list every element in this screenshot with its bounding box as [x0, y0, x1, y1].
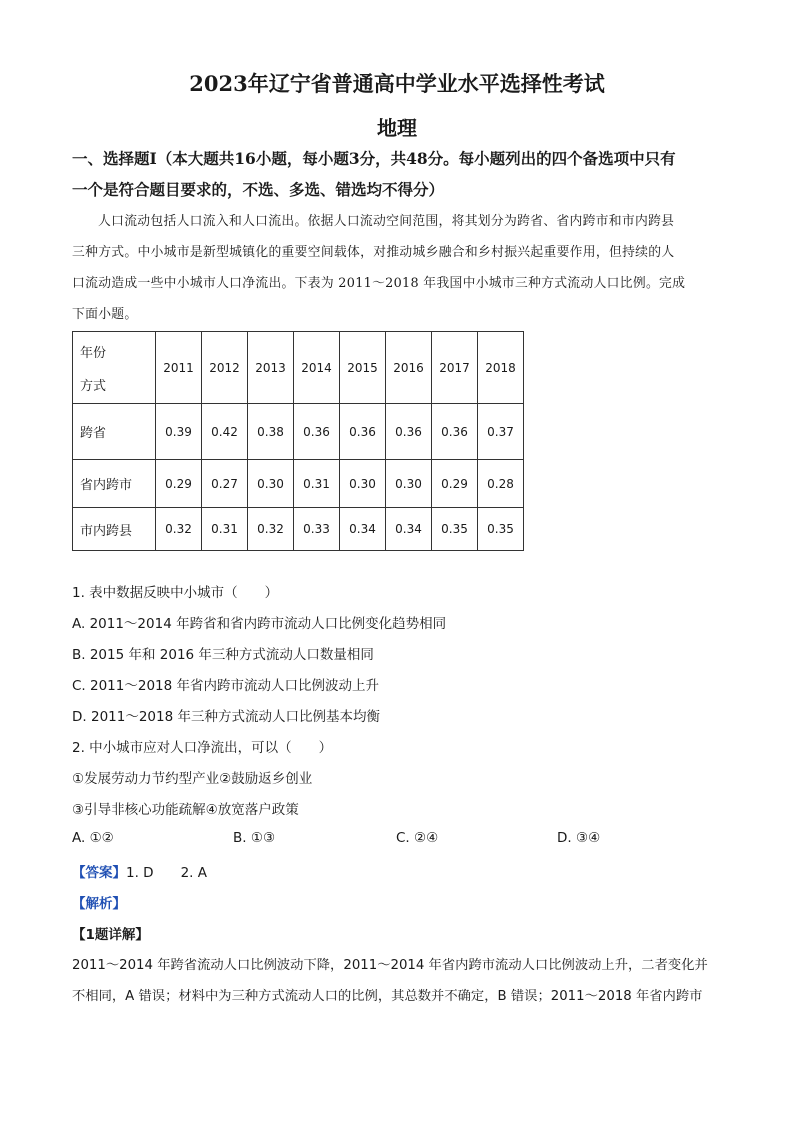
value-cell: 0.35 — [432, 508, 478, 551]
passage-line-1: 人口流动包括人口流入和人口流出。依据人口流动空间范围，将其划分为跨省、省内跨市和市内跨县 — [98, 214, 675, 229]
passage-line-3: 口流动造成一些中小城市人口净流出。下表为 2011～2018 年我国中小城市三种方式流动人口比例。完成 — [72, 276, 686, 291]
q2-option-d: D. ③④ — [557, 830, 601, 846]
table-row — [73, 508, 524, 551]
value-cell: 0.36 — [294, 404, 340, 460]
value-cell: 0.31 — [202, 508, 248, 551]
value-cell: 0.38 — [248, 404, 294, 460]
question-2-stem: 2. 中小城市应对人口净流出，可以（ ） — [72, 740, 333, 756]
q2-option-b: B. ①③ — [233, 830, 276, 846]
corner-mode-label: 方式 — [80, 378, 107, 394]
year-cell: 2011 — [156, 332, 202, 404]
value-cell: 0.31 — [294, 460, 340, 508]
value-cell: 0.32 — [248, 508, 294, 551]
row-label: 跨省 — [73, 404, 156, 460]
exam-title: 2023年辽宁省普通高中学业水平选择性考试 — [189, 71, 605, 96]
migration-table — [72, 331, 524, 551]
table-row — [73, 460, 524, 508]
value-cell: 0.37 — [478, 404, 524, 460]
year-cell: 2014 — [294, 332, 340, 404]
q2-choices-line-1: ①发展劳动力节约型产业②鼓励返乡创业 — [72, 771, 313, 787]
table-header-row — [73, 332, 524, 404]
row-label: 省内跨市 — [73, 460, 156, 508]
question-1-stem: 1. 表中数据反映中小城市（ ） — [72, 585, 279, 601]
answer-tag: 【答案】 — [72, 865, 126, 881]
year-cell: 2012 — [202, 332, 248, 404]
passage-line-4: 下面小题。 — [72, 307, 138, 322]
passage-line-2: 三种方式。中小城市是新型城镇化的重要空间载体，对推动城乡融合和乡村振兴起重要作用，但持续的人 — [72, 245, 675, 260]
value-cell: 0.30 — [340, 460, 386, 508]
value-cell: 0.39 — [156, 404, 202, 460]
q1-option-a: A. 2011～2014 年跨省和省内跨市流动人口比例变化趋势相同 — [72, 616, 447, 632]
value-cell: 0.27 — [202, 460, 248, 508]
value-cell: 0.35 — [478, 508, 524, 551]
value-cell: 0.28 — [478, 460, 524, 508]
answer-text: 1. D 2. A — [126, 865, 207, 881]
value-cell: 0.33 — [294, 508, 340, 551]
value-cell: 0.34 — [340, 508, 386, 551]
section-heading — [72, 143, 722, 205]
value-cell: 0.29 — [432, 460, 478, 508]
analysis-line — [72, 892, 126, 912]
value-cell: 0.36 — [432, 404, 478, 460]
detail-heading: 【1题详解】 — [72, 927, 149, 943]
year-cell: 2015 — [340, 332, 386, 404]
value-cell: 0.42 — [202, 404, 248, 460]
value-cell: 0.36 — [340, 404, 386, 460]
value-cell: 0.30 — [386, 460, 432, 508]
value-cell: 0.32 — [156, 508, 202, 551]
year-cell: 2017 — [432, 332, 478, 404]
q1-option-c: C. 2011～2018 年省内跨市流动人口比例波动上升 — [72, 678, 380, 694]
subject-title: 地理 — [377, 116, 417, 140]
q2-option-a: A. ①② — [72, 830, 114, 846]
value-cell: 0.36 — [386, 404, 432, 460]
row-label: 市内跨县 — [73, 508, 156, 551]
detail-line-1: 2011～2014 年跨省流动人口比例波动下降，2011～2014 年省内跨市流动人口比例波动上升，二者变化并 — [72, 958, 708, 973]
detail-paragraph — [72, 950, 722, 1012]
section-heading-line-1: 一、选择题Ⅰ（本大题共16小题，每小题3分，共48分。每小题列出的四个备选项中只有 — [72, 149, 676, 168]
table-corner-cell — [73, 332, 156, 404]
year-cell: 2016 — [386, 332, 432, 404]
q2-choices-line-2: ③引导非核心功能疏解④放宽落户政策 — [72, 802, 299, 818]
year-cell: 2018 — [478, 332, 524, 404]
value-cell: 0.34 — [386, 508, 432, 551]
reading-passage — [72, 206, 722, 330]
q1-option-b: B. 2015 年和 2016 年三种方式流动人口数量相同 — [72, 647, 374, 663]
q2-option-c: C. ②④ — [396, 830, 439, 846]
corner-year-label: 年份 — [80, 345, 107, 361]
value-cell: 0.30 — [248, 460, 294, 508]
detail-line-2: 不相同，A 错误；材料中为三种方式流动人口的比例，其总数并不确定，B 错误；2011～2018 年省内跨市 — [72, 989, 703, 1004]
table-row — [73, 404, 524, 460]
answer-line — [72, 861, 207, 881]
year-cell: 2013 — [248, 332, 294, 404]
value-cell: 0.29 — [156, 460, 202, 508]
analysis-tag: 【解析】 — [72, 896, 126, 912]
section-heading-line-2: 一个是符合题目要求的，不选、多选、错选均不得分） — [72, 180, 445, 199]
q1-option-d: D. 2011～2018 年三种方式流动人口比例基本均衡 — [72, 709, 380, 725]
